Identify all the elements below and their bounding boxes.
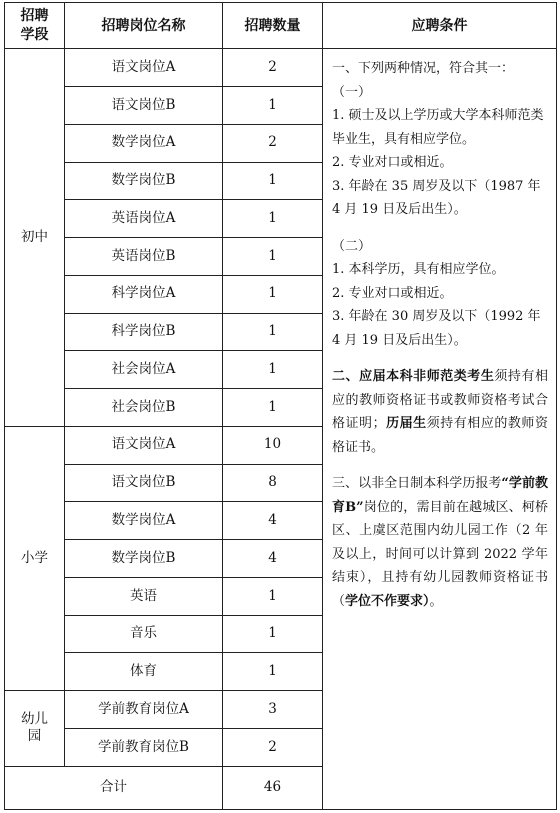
position-count: 8 xyxy=(223,464,323,502)
position-name: 数学岗位A xyxy=(65,124,223,162)
cond-sec2-text2: 须持有相应的教师资格证书。 xyxy=(332,416,548,455)
position-count: 1 xyxy=(223,162,323,200)
cond-section-2 xyxy=(332,365,548,459)
cond-sec3-text: 三、以非全日制本科学历报考 xyxy=(332,476,502,492)
position-count: 2 xyxy=(223,49,323,87)
cond-case2-1: 1. 本科学历，具有相应学位。 xyxy=(332,262,505,278)
header-count: 招聘数量 xyxy=(223,3,323,49)
position-name: 语文岗位A xyxy=(65,49,223,87)
position-name: 英语岗位A xyxy=(65,200,223,238)
header-condition: 应聘条件 xyxy=(323,3,557,49)
position-count: 2 xyxy=(223,728,323,766)
position-name: 体育 xyxy=(65,653,223,691)
position-count: 4 xyxy=(223,540,323,578)
cond-case2-title: （二） xyxy=(332,238,372,254)
position-count: 1 xyxy=(223,200,323,238)
conditions-cell xyxy=(323,49,557,810)
cond-sec2-text: 须持有相应的教师资格证书或教师资格考试合格证明； xyxy=(332,369,548,432)
cond-sec3-bold2: 学位不作要求） xyxy=(345,593,430,609)
cond-intro: 一、下列两种情况，符合其一： xyxy=(332,61,515,77)
position-count: 1 xyxy=(223,351,323,389)
position-name: 语文岗位B xyxy=(65,86,223,124)
cond-sec3-bold: “学前教育B” xyxy=(332,476,548,515)
position-count: 10 xyxy=(223,426,323,464)
position-name: 音乐 xyxy=(65,615,223,653)
position-name: 语文岗位A xyxy=(65,426,223,464)
group-kinder: 幼儿园 xyxy=(5,691,65,767)
position-count: 1 xyxy=(223,275,323,313)
cond-sec3-end: 。 xyxy=(429,593,443,609)
header-stage: 招聘学段 xyxy=(5,3,65,49)
position-count: 1 xyxy=(223,86,323,124)
position-name: 语文岗位B xyxy=(65,464,223,502)
cond-sec3-text2: 岗位的，需目前在越城区、柯桥区、上虞区范围内幼儿园工作（2 年及以上，时间可以计算到 2022 学年结束），且持有幼儿园教师资格证书（ xyxy=(332,499,548,609)
table-row xyxy=(5,49,557,87)
cond-case1-1: 1. 硕士及以上学历或大学本科师范类毕业生，具有相应学位。 xyxy=(332,108,544,147)
cond-case1-3: 3. 年龄在 35 周岁及以下（1987 年 4 月 19 日及后出生）。 xyxy=(332,178,541,218)
position-name: 科学岗位B xyxy=(65,313,223,351)
position-name: 数学岗位A xyxy=(65,502,223,540)
position-count: 2 xyxy=(223,124,323,162)
position-name: 社会岗位A xyxy=(65,351,223,389)
position-count: 4 xyxy=(223,502,323,540)
position-count: 1 xyxy=(223,238,323,276)
position-count: 1 xyxy=(223,313,323,351)
group-junior: 初中 xyxy=(5,49,65,427)
cond-case2-3: 3. 年龄在 30 周岁及以下（1992 年 4 月 19 日及后出生）。 xyxy=(332,309,541,348)
position-name: 科学岗位A xyxy=(65,275,223,313)
cond-section-3 xyxy=(332,472,548,613)
cond-sec2-bold: 应届本科非师范类考生 xyxy=(359,369,495,385)
group-primary: 小学 xyxy=(5,426,65,690)
position-count: 1 xyxy=(223,389,323,427)
cond-case2-2: 2. 专业对口或相近。 xyxy=(332,285,453,301)
position-name: 数学岗位B xyxy=(65,162,223,200)
position-count: 1 xyxy=(223,653,323,691)
position-name: 社会岗位B xyxy=(65,389,223,427)
cond-sec2-num: 二、 xyxy=(332,369,360,385)
header-row xyxy=(5,3,557,49)
position-name: 学前教育岗位A xyxy=(65,691,223,729)
header-position: 招聘岗位名称 xyxy=(65,3,223,49)
position-count: 1 xyxy=(223,577,323,615)
cond-case1-title: （一） xyxy=(332,84,372,100)
position-name: 学前教育岗位B xyxy=(65,728,223,766)
cond-case1-2: 2. 专业对口或相近。 xyxy=(332,155,453,171)
total-label: 合计 xyxy=(5,766,223,809)
position-name: 数学岗位B xyxy=(65,540,223,578)
position-name: 英语 xyxy=(65,577,223,615)
cond-sec2-bold2: 历届生 xyxy=(385,416,427,432)
recruitment-table xyxy=(4,2,557,810)
position-name: 英语岗位B xyxy=(65,238,223,276)
total-count: 46 xyxy=(223,766,323,809)
position-count: 3 xyxy=(223,691,323,729)
position-count: 1 xyxy=(223,615,323,653)
